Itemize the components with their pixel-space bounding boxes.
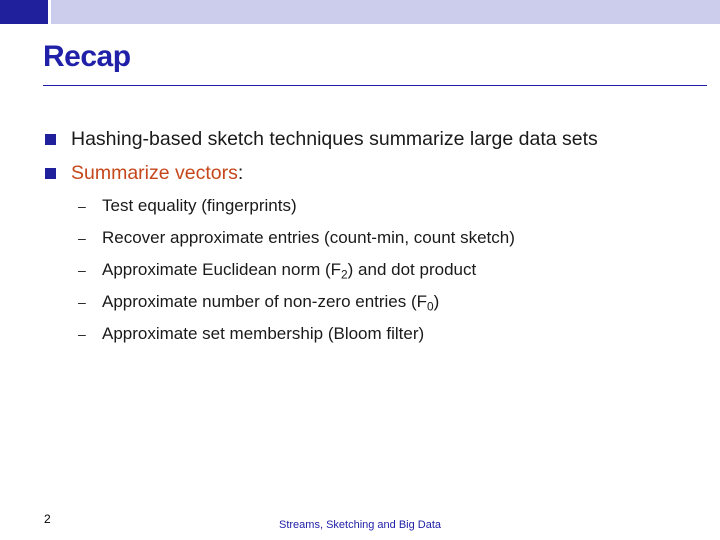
- dash-bullet-icon: –: [78, 294, 86, 310]
- dash-bullet-icon: –: [78, 262, 86, 278]
- sub-bullet-item: [78, 292, 439, 312]
- top-decoration-bar: [0, 0, 720, 24]
- sub-bullet-text: Approximate set membership (Bloom filter): [102, 324, 425, 343]
- footer-text: Streams, Sketching and Big Data: [279, 519, 442, 531]
- sub-bullet-text: Approximate number of non-zero entries $(F_0)$: [102, 292, 440, 314]
- bullet-item: [45, 128, 598, 151]
- sub-bullet-text: Recover approximate entries (count-min, count sketch): [102, 228, 515, 247]
- slide-title: Recap: [43, 40, 131, 73]
- title-underline: [43, 85, 707, 86]
- bullet-text: Summarize vectors:: [71, 162, 244, 184]
- sub-bullet-item: [78, 324, 424, 344]
- sub-bullet-text: Test equality (fingerprints): [102, 196, 297, 215]
- page-number: 2: [44, 512, 51, 526]
- highlighted-text: Summarize vectors: [71, 162, 238, 184]
- bullet-square-icon: [45, 134, 56, 145]
- sub-bullet-text: Approximate Euclidean norm $(F_2)$ and dot product: [102, 260, 477, 282]
- bullet-item: [45, 162, 243, 185]
- sub-bullet-item: [78, 260, 476, 280]
- sub-bullet-item: [78, 228, 515, 248]
- bullet-text: Hashing-based sketch techniques summarize large data sets: [71, 128, 598, 150]
- dash-bullet-icon: –: [78, 326, 86, 342]
- dash-bullet-icon: –: [78, 230, 86, 246]
- dash-bullet-icon: –: [78, 198, 86, 214]
- top-decoration-square: [0, 0, 48, 24]
- bullet-square-icon: [45, 168, 56, 179]
- sub-bullet-item: [78, 196, 297, 216]
